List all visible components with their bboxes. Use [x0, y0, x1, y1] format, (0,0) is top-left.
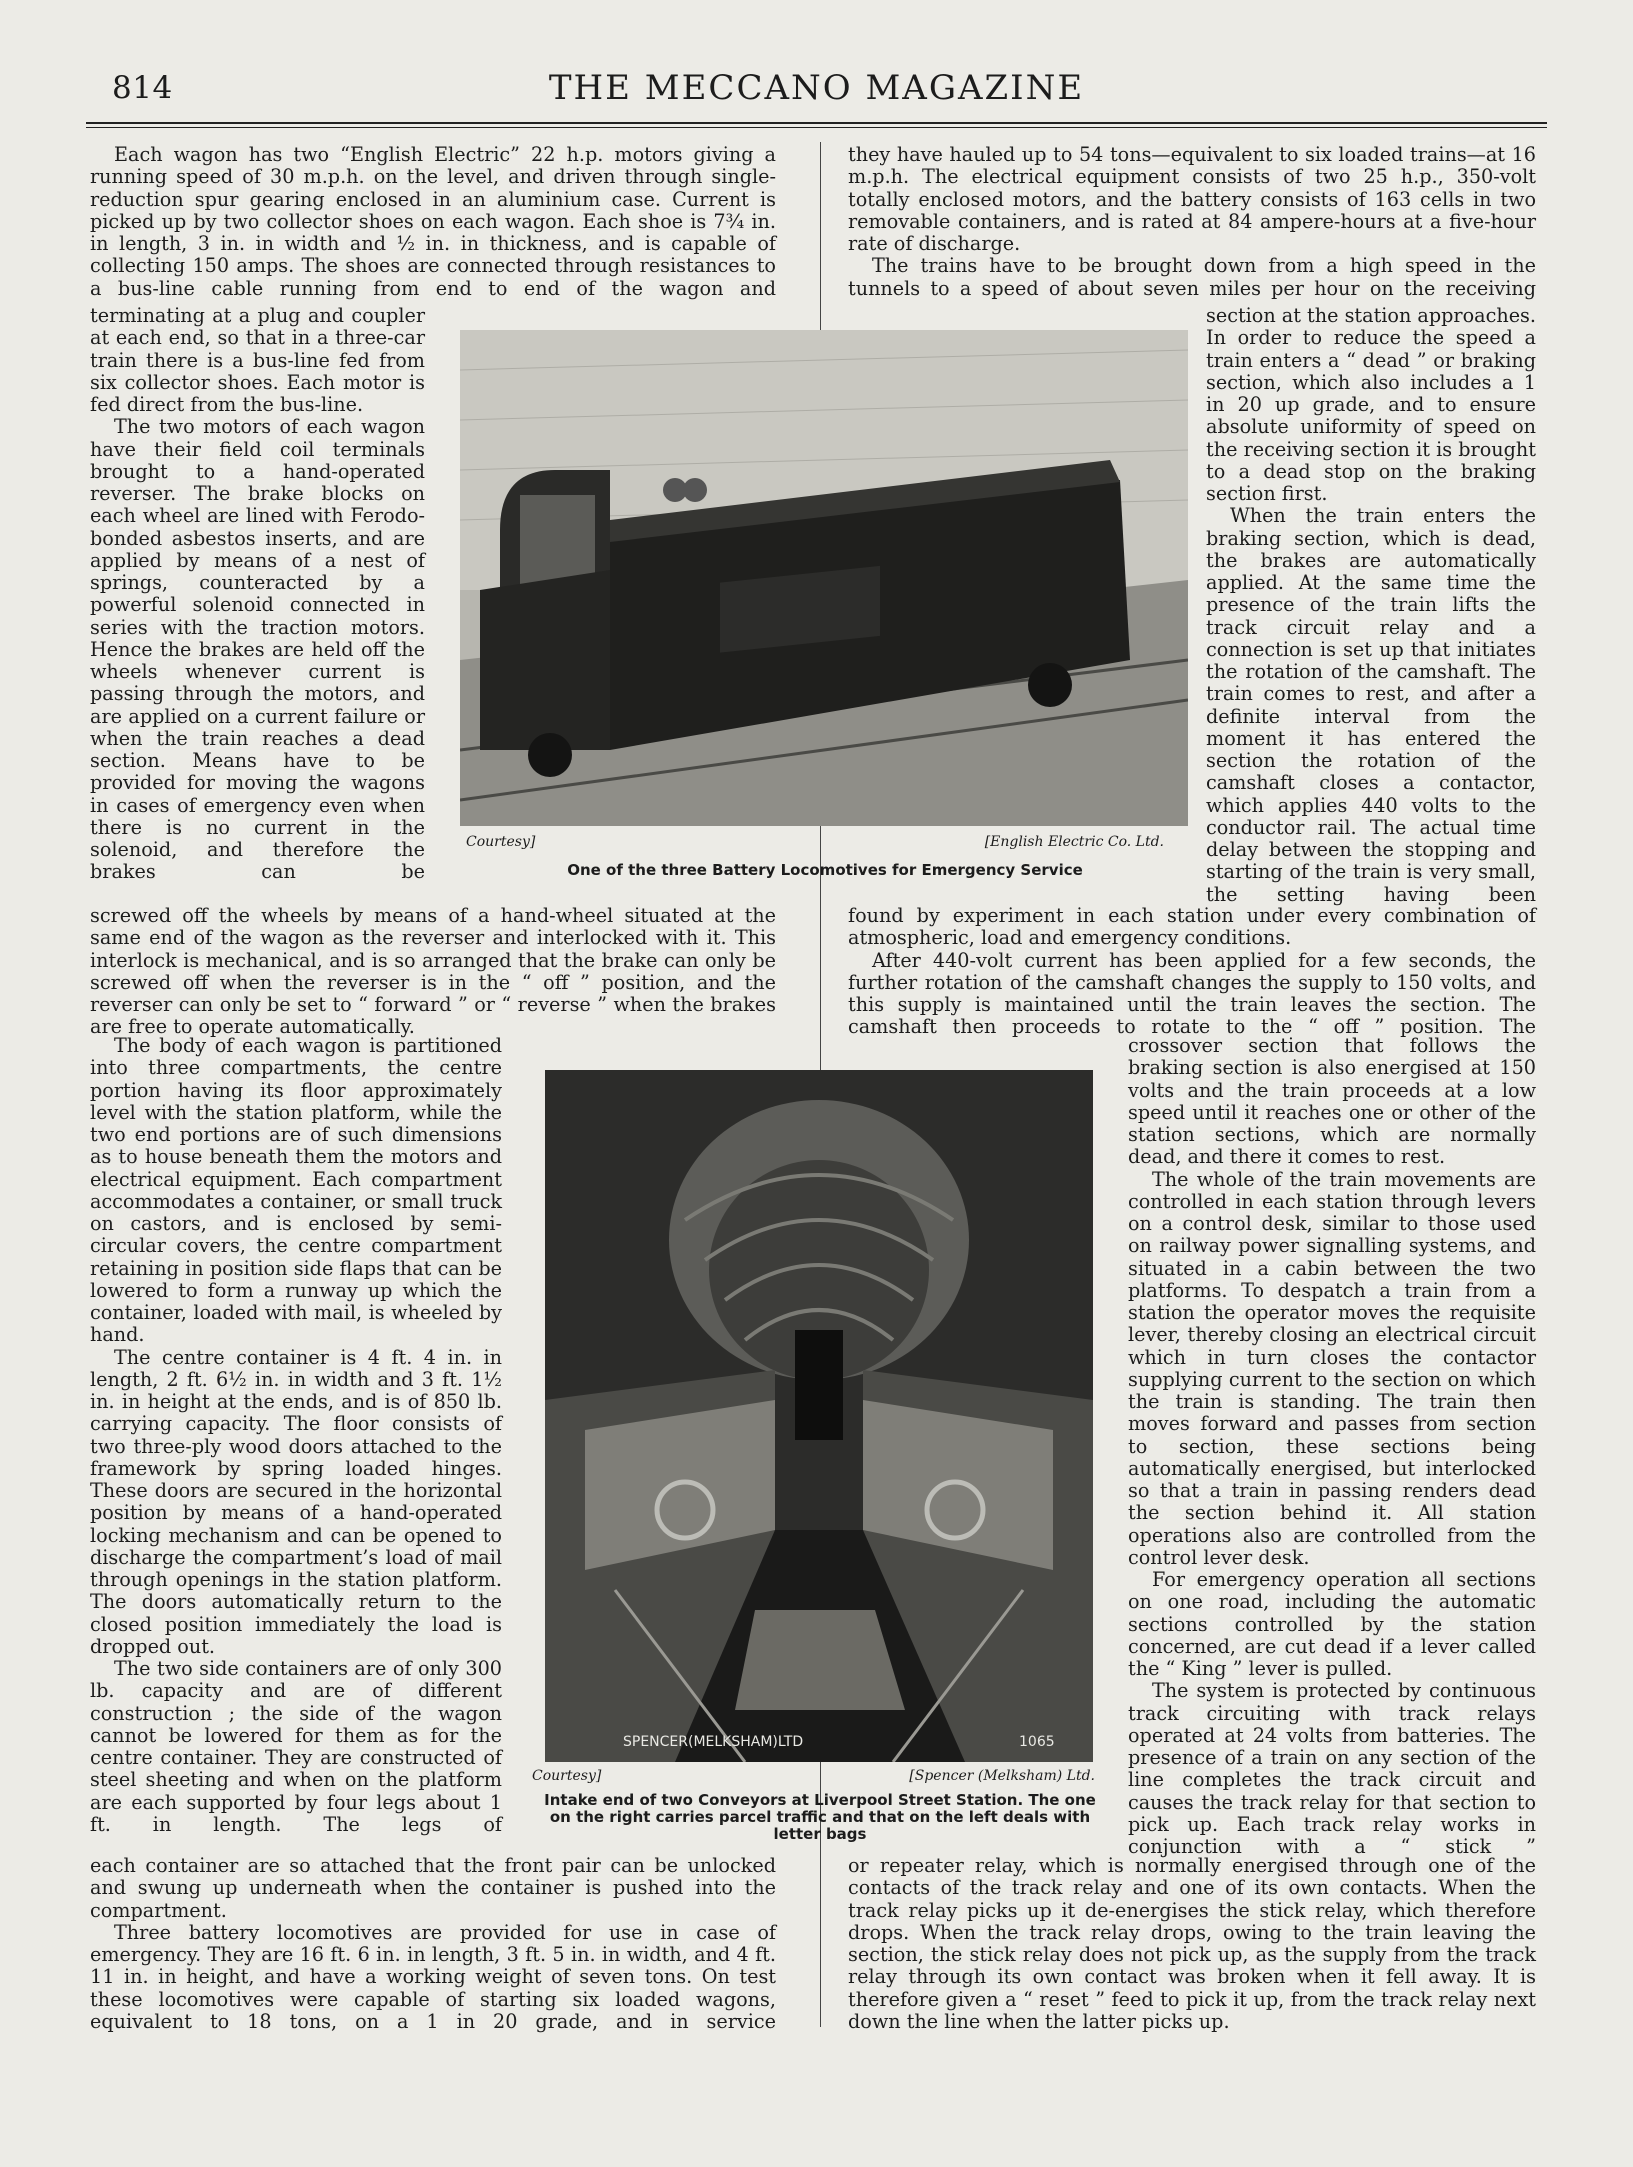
- figure1-courtesy-left: Courtesy]: [466, 834, 536, 850]
- left-para-4: The centre container is 4 ft. 4 in. in length, 2 ft. 6½ in. in width and 3 ft. 1½ in. in height at the ends, and is of 850 lb. carrying capacity. The floor consists of two three-ply wood doors attached to the framework by spring loaded hinges. These doors are secured in the horizontal position by means of a hand-operated locking mechanism and can be opened to discharge the compartment’s load of mail through openings in the station platform. The doors automatically return to the closed position immediately the load is dropped out.: [90, 1345, 502, 1658]
- photo-credit-stamp: SPENCER(MELKSHAM)LTD: [623, 1734, 804, 1750]
- right-para-1: they have hauled up to 54 tons—equivalent to six loaded trains—at 16 m.p.h. The electrical equipment consists of two 25 h.p., 350-volt totally enclosed motors, and the battery consists of 163 cells in two removable containers, and is rated at 84 ampere-hours at a five-hour rate of discharge.: [848, 143, 1536, 255]
- right-para-4-narrow: crossover section that follows the braking section is also energised at 150 volts and the train proceeds at a low speed until it reaches one or other of the station sections, which are normally dead, and there it comes to rest.: [1128, 1034, 1536, 1169]
- figure2-caption: Intake end of two Conveyors at Liverpool Street Station. The one on the right carries parcel traffic and that on the left deals with letter bags: [544, 1791, 1096, 1843]
- right-para-7-wide: or repeater relay, which is normally energised through one of the contacts of the track relay and one of its own contacts. When the track relay picks up it de-energises the stick relay, which therefore drops. When the track relay drops, owing to the train leaving the section, the stick relay does not pick up, as the supply from the track relay through its own contact was broken when it fell away. It is therefore given a “ reset ” feed to pick it up, from the track relay next down the line when the latter picks up.: [848, 1854, 1536, 2033]
- left-narrow-block-2: [90, 1035, 502, 1843]
- right-wide-block: [848, 144, 1536, 300]
- left-para-1-narrow: terminating at a plug and coupler at each end, so that in a three-car train there is a bus-line fed from six collector shoes. Each motor is fed direct from the bus-line.: [90, 304, 425, 416]
- left-para-3: The body of each wagon is partitioned into three compartments, the centre portion having its floor approximately level with the station platform, while the two end portions are of such dimensions as to house beneath them the motors and electrical equipment. Each compartment accommodates a container, or small truck on castors, and is enclosed by semi-circular covers, the centre compartment retaining in position side flaps that can be lowered to form a runway up which the container, loaded with mail, is wheeled by hand.: [90, 1034, 502, 1347]
- left-para-1-top: Each wagon has two “English Electric” 22 h.p. motors giving a running speed of 30 m.p.h. on the level, and driven through single-reduction spur gearing enclosed in an aluminium case. Current is picked up by two collector shoes on each wagon. Each shoe is 7¾ in. in length, 3 in. in width and ½ in. in thickness, and is capable of collecting 150 amps. The shoes are connected through resistances to a bus-line cable running from end to end of the wagon and: [90, 143, 776, 300]
- locomotive-photo: [460, 330, 1188, 826]
- right-para-4-wide: After 440-volt current has been applied for a few seconds, the further rotation of the camshaft changes the supply to 150 volts, and this supply is maintained until the train leaves the section. The camshaft then proceeds to rotate to the “ off ” position. The: [848, 948, 1536, 1039]
- figure2-courtesy-right: [Spencer (Melksham) Ltd.: [909, 1768, 1095, 1784]
- right-narrow-block-2: [1128, 1034, 1536, 1858]
- left-wide-block-2: [90, 1855, 776, 2045]
- right-para-6: For emergency operation all sections on one road, including the automatic sections controlled by the station concerned, are cut dead if a lever called the “ King ” lever is pulled.: [1128, 1568, 1536, 1680]
- right-para-2-top: The trains have to be brought down from a high speed in the tunnels to a speed of about seven miles per hour on the receiving: [848, 254, 1536, 300]
- right-para-7-narrow: The system is protected by continuous track circuiting with track relays operated at 24 volts from batteries. The presence of a train on any section of the line completes the track circuit and causes the track relay for that section to pick up. Each track relay works in conjunction with a “ stick ”: [1128, 1679, 1536, 1858]
- right-wide-block-2: [848, 904, 1536, 1039]
- left-narrow-block: [90, 305, 425, 890]
- right-para-2-narrow: section at the station approaches. In order to reduce the speed a train enters a “ dead ” or braking section, which also includes a 1 in 20 up grade, and to ensure absolute uniformity of speed on the receiving section it is brought to a dead stop on the braking section first.: [1206, 304, 1537, 505]
- right-para-3-narrow: When the train enters the braking section, which is dead, the brakes are automatically applied. At the same time the presence of the train lifts the track circuit relay and a connection is set up that initiates the rotation of the camshaft. The train comes to rest, and after a definite interval from the moment it has entered the section the rotation of the camshaft closes a contactor, which applies 440 volts to the conductor rail. The actual time delay between the stopping and starting of the train is very small, the setting having been: [1206, 504, 1536, 906]
- header-rule-thin: [86, 127, 1547, 128]
- right-narrow-block: [1206, 305, 1536, 905]
- header-rule: [86, 122, 1547, 124]
- figure1-caption: One of the three Battery Locomotives for Emergency Service: [567, 861, 1083, 879]
- page-number: 814: [112, 70, 173, 106]
- conveyor-illustration: [545, 1070, 1093, 1762]
- left-para-2-wide: screwed off the wheels by means of a hand-wheel situated at the same end of the wagon as the reverser and interlocked with it. This interlock is mechanical, and is so arranged that the brake can only be screwed off when the reverser is in the “ off ” position, and the reverser can only be set to “ forward ” or “ reverse ” when the brakes are free to operate automatically.: [90, 904, 776, 1039]
- right-para-5: The whole of the train movements are controlled in each station through levers on a control desk, similar to those used on railway power signalling systems, and situated in a cabin between the two platforms. To despatch a train from a station the operator moves the requisite lever, thereby closing an electrical circuit which in turn closes the contactor supplying current to the section on which the train is standing. The train then moves forward and passes from section to section, these sections being automatically energised, but interlocked so that a train in passing renders dead the section behind it. All station operations also are controlled from the control lever desk.: [1128, 1167, 1536, 1569]
- left-para-5-narrow: The two side containers are of only 300 lb. capacity and are of different construction ; the side of the wagon cannot be lowered for them as for the centre container. They are constructed of steel sheeting and when on the platform are each supported by four legs about 1 ft. in length. The legs of: [90, 1657, 502, 1836]
- figure1-courtesy-right: [English Electric Co. Ltd.: [984, 834, 1164, 850]
- running-title: THE MECCANO MAGAZINE: [548, 68, 1085, 108]
- photo-number-stamp: 1065: [1019, 1734, 1055, 1750]
- right-wide-block-3: [848, 1855, 1536, 2045]
- right-para-3-wide: found by experiment in each station under every combination of atmospheric, load and emergency conditions.: [848, 904, 1536, 950]
- left-para-2-narrow: The two motors of each wagon have their field coil terminals brought to a hand-operated reverser. The brake blocks on each wheel are lined with Ferodo-bonded asbestos inserts, and are applied by means of a nest of springs, counteracted by a powerful solenoid connected in series with the traction motors. Hence the brakes are held off the wheels whenever current is passing through the motors, and are applied on a current failure or when the train reaches a dead section. Means have to be provided for moving the wagons in cases of emergency even when there is no current in the solenoid, and therefore the brakes can be: [90, 415, 425, 884]
- figure2-courtesy-left: Courtesy]: [532, 1768, 602, 1784]
- conveyor-photo: [545, 1070, 1093, 1762]
- left-para-6: Three battery locomotives are provided for use in case of emergency. They are 16 ft. 6 in. in length, 3 ft. 5 in. in width, and 4 ft. 11 in. in height, and have a working weight of seven tons. On test these locomotives were capable of starting six loaded wagons, equivalent to 18 tons, on a 1 in 20 grade, and in service: [90, 1920, 776, 2033]
- left-para-5-wide: each container are so attached that the front pair can be unlocked and swung up underneath when the container is pushed into the compartment.: [90, 1854, 776, 1922]
- locomotive-illustration: [460, 330, 1188, 826]
- left-wide-block: [90, 904, 776, 1039]
